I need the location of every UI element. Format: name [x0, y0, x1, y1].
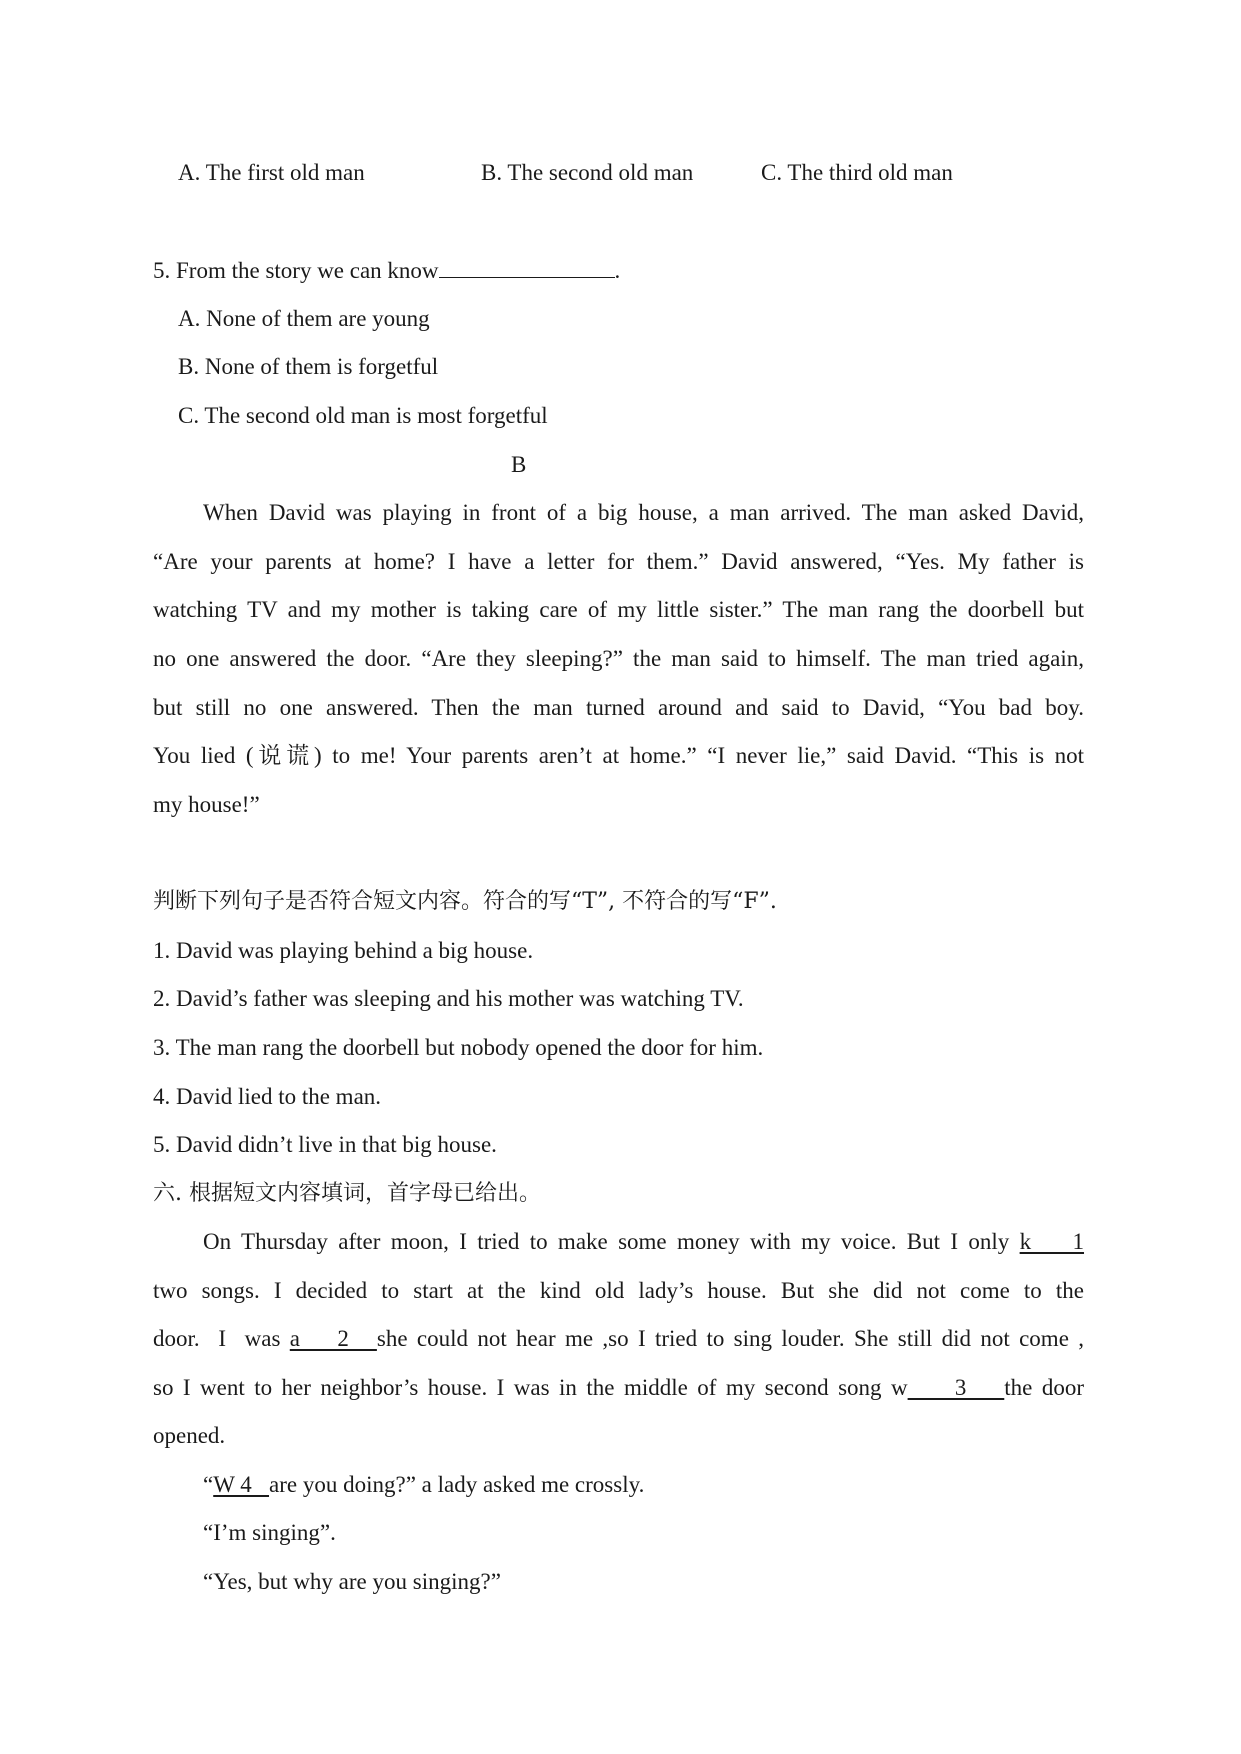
passage-line: You lied (说谎) to me! Your parents aren’t at home.” “I never lie,” said David. “This is not [153, 743, 1084, 768]
cloze-blank-2: a 2 [289, 1326, 377, 1351]
tf-item: 5. David didn’t live in that big house. [153, 1132, 497, 1157]
passage-line: When David was playing in front of a big house, a man arrived. The man asked David, [203, 500, 1084, 525]
passage-line: “Are your parents at home? I have a letter for them.” David answered, “Yes. My father is [153, 549, 1084, 574]
cloze-line [153, 1324, 1084, 1354]
tf-item: 4. David lied to the man. [153, 1084, 382, 1109]
cloze-line: “I’m singing”. [203, 1520, 336, 1545]
cloze-line [153, 1373, 1084, 1403]
cloze-text: the door [1004, 1375, 1085, 1400]
q5-stem-text: 5. From the story we can know [153, 258, 439, 283]
tf-item: 2. David’s father was sleeping and his mother was watching TV. [153, 986, 744, 1011]
passage-line: my house!” [153, 792, 260, 817]
q4-option-c: C. The third old man [761, 160, 953, 185]
passage-line: no one answered the door. “Are they sleeping?” the man said to himself. The man tried again, [153, 646, 1084, 671]
cloze-text: she could not hear me ,so I tried to sing louder. She still did not come , [376, 1326, 1084, 1351]
cloze-line [203, 1227, 1084, 1257]
cloze-text: On Thursday after moon, I tried to make some money with my voice. But I only [203, 1229, 1020, 1254]
cloze-text: “ [203, 1472, 214, 1497]
answer-blank [439, 255, 615, 278]
q5-stem-end: . [614, 258, 621, 283]
passage-b-heading: B [511, 452, 527, 477]
q5-option-a: A. None of them are young [178, 306, 430, 331]
q4-option-a: A. The first old man [178, 160, 365, 185]
passage-line: watching TV and my mother is taking care of my little sister.” The man rang the doorbell but [153, 597, 1084, 622]
q5-option-b: B. None of them is forgetful [178, 354, 439, 379]
q5-option-c: C. The second old man is most forgetful [178, 403, 548, 428]
cloze-text: are you doing?” a lady asked me crossly. [269, 1472, 645, 1497]
section-6-heading: 六. 根据短文内容填词，首字母已给出。 [153, 1181, 541, 1206]
cloze-text: door. I was [153, 1326, 290, 1351]
cloze-blank-4: W 4 [213, 1472, 270, 1497]
cloze-line: “Yes, but why are you singing?” [203, 1569, 501, 1594]
tf-instruction: 判断下列句子是否符合短文内容。符合的写“T”, 不符合的写“F”. [153, 889, 777, 914]
q4-option-b: B. The second old man [481, 160, 694, 185]
cloze-line: opened. [153, 1423, 226, 1448]
cloze-line [203, 1470, 644, 1500]
passage-line: but still no one answered. Then the man turned around and said to David, “You bad boy. [153, 695, 1084, 720]
cloze-text: so I went to her neighbor’s house. I was in the middle of my second song w [153, 1375, 908, 1400]
cloze-blank-1: k 1 [1019, 1229, 1085, 1254]
cloze-line: two songs. I decided to start at the kind old lady’s house. But she did not come to the [153, 1278, 1084, 1303]
q5-stem [153, 255, 620, 286]
cloze-blank-3: 3 [907, 1375, 1005, 1400]
tf-item: 1. David was playing behind a big house. [153, 938, 534, 963]
tf-item: 3. The man rang the doorbell but nobody opened the door for him. [153, 1035, 764, 1060]
